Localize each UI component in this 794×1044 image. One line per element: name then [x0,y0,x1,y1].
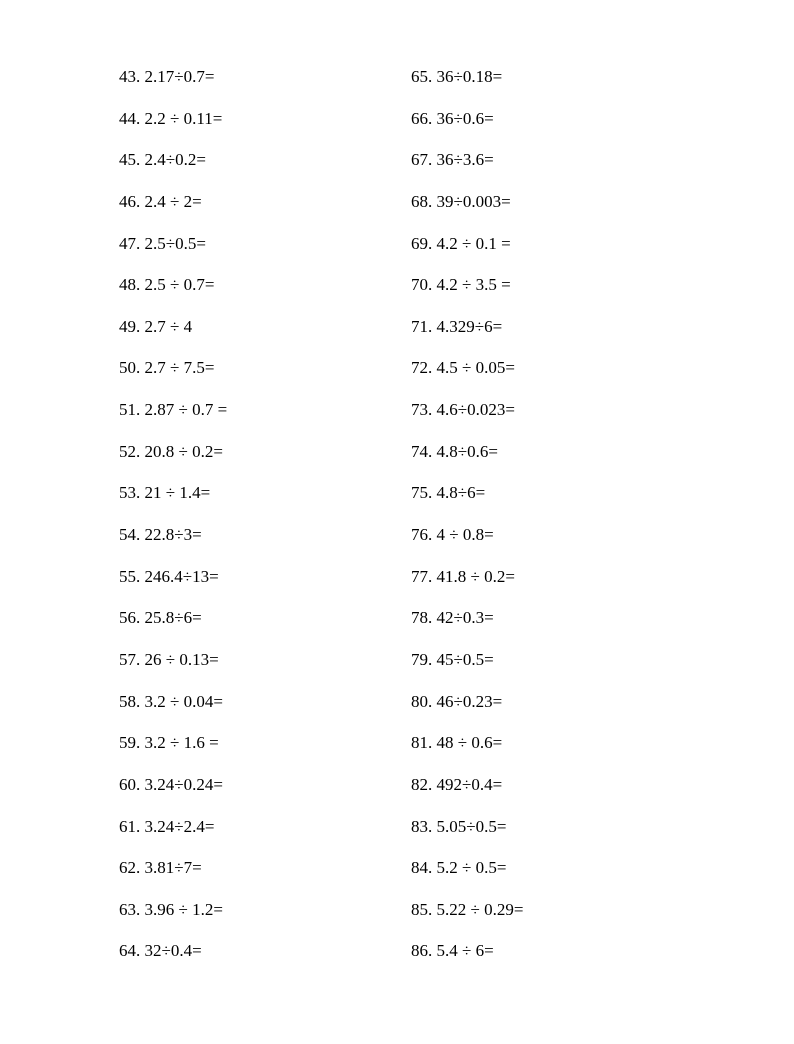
problem-expression: 2.4 ÷ 2= [144,191,202,211]
problem-number: 54. [119,525,141,545]
problem-item [119,764,409,806]
problem-number: 70. [411,275,433,295]
problem-expression: 3.96 ÷ 1.2= [144,899,223,919]
problem-expression: 4 ÷ 0.8= [436,525,494,545]
problem-item [411,264,701,306]
problem-number: 74. [411,441,433,461]
problem-number: 43. [119,67,141,86]
problem-item [119,347,409,389]
problem-number: 52. [119,441,141,461]
problem-expression: 21 ÷ 1.4= [144,483,211,503]
problem-item [411,889,701,931]
problem-number: 73. [411,400,433,420]
problem-number: 79. [411,649,433,669]
problem-expression: 5.2 ÷ 0.5= [436,858,507,878]
problem-item [119,681,409,723]
problem-item [119,639,409,681]
problem-number: 63. [119,899,141,919]
problem-item [411,806,701,848]
problem-item [119,306,409,348]
problem-number: 71. [411,316,433,336]
problem-item [119,806,409,848]
problem-number: 48. [119,275,141,295]
problem-number: 58. [119,691,141,711]
problem-expression: 4.5 ÷ 0.05= [436,358,515,378]
problem-expression: 4.8÷6= [436,483,486,503]
problem-expression: 22.8÷3= [144,525,202,545]
problem-number: 59. [119,733,141,753]
right-problem-column [411,56,701,972]
problem-expression: 20.8 ÷ 0.2= [144,441,223,461]
problem-item [411,764,701,806]
problem-expression: 39÷0.003= [436,191,511,211]
problem-item [411,223,701,265]
problem-item [119,181,409,223]
problem-number: 78. [411,608,433,628]
problem-expression: 46÷0.23= [436,691,503,711]
problem-item [411,681,701,723]
problem-item [411,431,701,473]
problem-item [411,472,701,514]
problem-expression: 4.6÷0.023= [436,400,515,420]
problem-item [119,930,409,972]
problem-expression: 3.2 ÷ 1.6 = [144,733,219,753]
problem-item [119,889,409,931]
problem-number: 61. [119,816,141,836]
problem-number: 45. [119,150,141,170]
problem-item [411,181,701,223]
problem-item [411,98,701,140]
problem-number: 75. [411,483,433,503]
problem-expression: 4.329÷6= [436,316,503,336]
problem-number: 53. [119,483,141,503]
problem-number: 81. [411,733,433,753]
problem-number: 65. [411,67,433,86]
problem-expression: 492÷0.4= [436,774,503,794]
problem-number: 51. [119,400,141,420]
problem-expression: 2.17÷0.7= [144,67,215,86]
problem-expression: 36÷0.18= [436,67,503,86]
problem-expression: 45÷0.5= [436,649,494,669]
problem-number: 47. [119,233,141,253]
problem-number: 86. [411,941,433,961]
problem-expression: 2.7 ÷ 7.5= [144,358,215,378]
problem-item [119,56,409,98]
problem-expression: 26 ÷ 0.13= [144,649,219,669]
problem-item [119,514,409,556]
problem-item [119,847,409,889]
problem-expression: 246.4÷13= [144,566,219,586]
problem-number: 66. [411,108,433,128]
problem-item [119,431,409,473]
problem-number: 69. [411,233,433,253]
problem-expression: 2.2 ÷ 0.11= [144,108,223,128]
problem-number: 57. [119,649,141,669]
problem-expression: 5.05÷0.5= [436,816,507,836]
problem-item [119,223,409,265]
problem-expression: 4.2 ÷ 3.5 = [436,275,511,295]
problem-number: 85. [411,899,433,919]
problem-expression: 4.2 ÷ 0.1 = [436,233,511,253]
problem-item [119,556,409,598]
problem-item [411,306,701,348]
problem-expression: 3.81÷7= [144,858,202,878]
problem-number: 83. [411,816,433,836]
problem-expression: 42÷0.3= [436,608,494,628]
problem-expression: 5.4 ÷ 6= [436,941,494,961]
problem-number: 64. [119,941,141,961]
problem-item [411,639,701,681]
problem-item [411,514,701,556]
problem-expression: 2.87 ÷ 0.7 = [144,400,228,420]
problem-item [411,597,701,639]
problem-number: 76. [411,525,433,545]
problem-item [119,389,409,431]
problem-item [411,56,701,98]
problem-expression: 41.8 ÷ 0.2= [436,566,515,586]
problem-expression: 2.4÷0.2= [144,150,206,170]
problem-number: 82. [411,774,433,794]
problem-expression: 2.5 ÷ 0.7= [144,275,215,295]
problem-item [411,347,701,389]
problem-expression: 48 ÷ 0.6= [436,733,503,753]
problem-expression: 25.8÷6= [144,608,202,628]
problem-expression: 2.7 ÷ 4 [144,316,193,336]
problem-item [411,389,701,431]
problem-expression: 36÷0.6= [436,108,494,128]
problem-item [119,722,409,764]
problem-expression: 3.24÷2.4= [144,816,215,836]
problem-number: 50. [119,358,141,378]
problem-number: 44. [119,108,141,128]
problem-expression: 4.8÷0.6= [436,441,498,461]
problem-item [119,597,409,639]
problem-number: 68. [411,191,433,211]
problem-item [119,472,409,514]
problem-number: 46. [119,191,141,211]
problem-number: 72. [411,358,433,378]
problem-expression: 36÷3.6= [436,150,494,170]
problem-number: 49. [119,316,141,336]
problem-number: 67. [411,150,433,170]
problem-item [411,722,701,764]
problem-number: 80. [411,691,433,711]
problem-expression: 3.24÷0.24= [144,774,223,794]
problem-item [411,556,701,598]
problem-number: 55. [119,566,141,586]
problem-item [119,139,409,181]
problem-expression: 2.5÷0.5= [144,233,206,253]
problem-number: 62. [119,858,141,878]
problem-expression: 5.22 ÷ 0.29= [436,899,524,919]
problem-item [119,264,409,306]
problem-number: 77. [411,566,433,586]
problem-item [119,98,409,140]
problem-expression: 32÷0.4= [144,941,202,961]
problem-number: 84. [411,858,433,878]
problem-number: 60. [119,774,141,794]
problem-expression: 3.2 ÷ 0.04= [144,691,223,711]
problem-item [411,139,701,181]
problem-item [411,930,701,972]
problem-item [411,847,701,889]
problem-number: 56. [119,608,141,628]
left-problem-column [119,56,409,972]
